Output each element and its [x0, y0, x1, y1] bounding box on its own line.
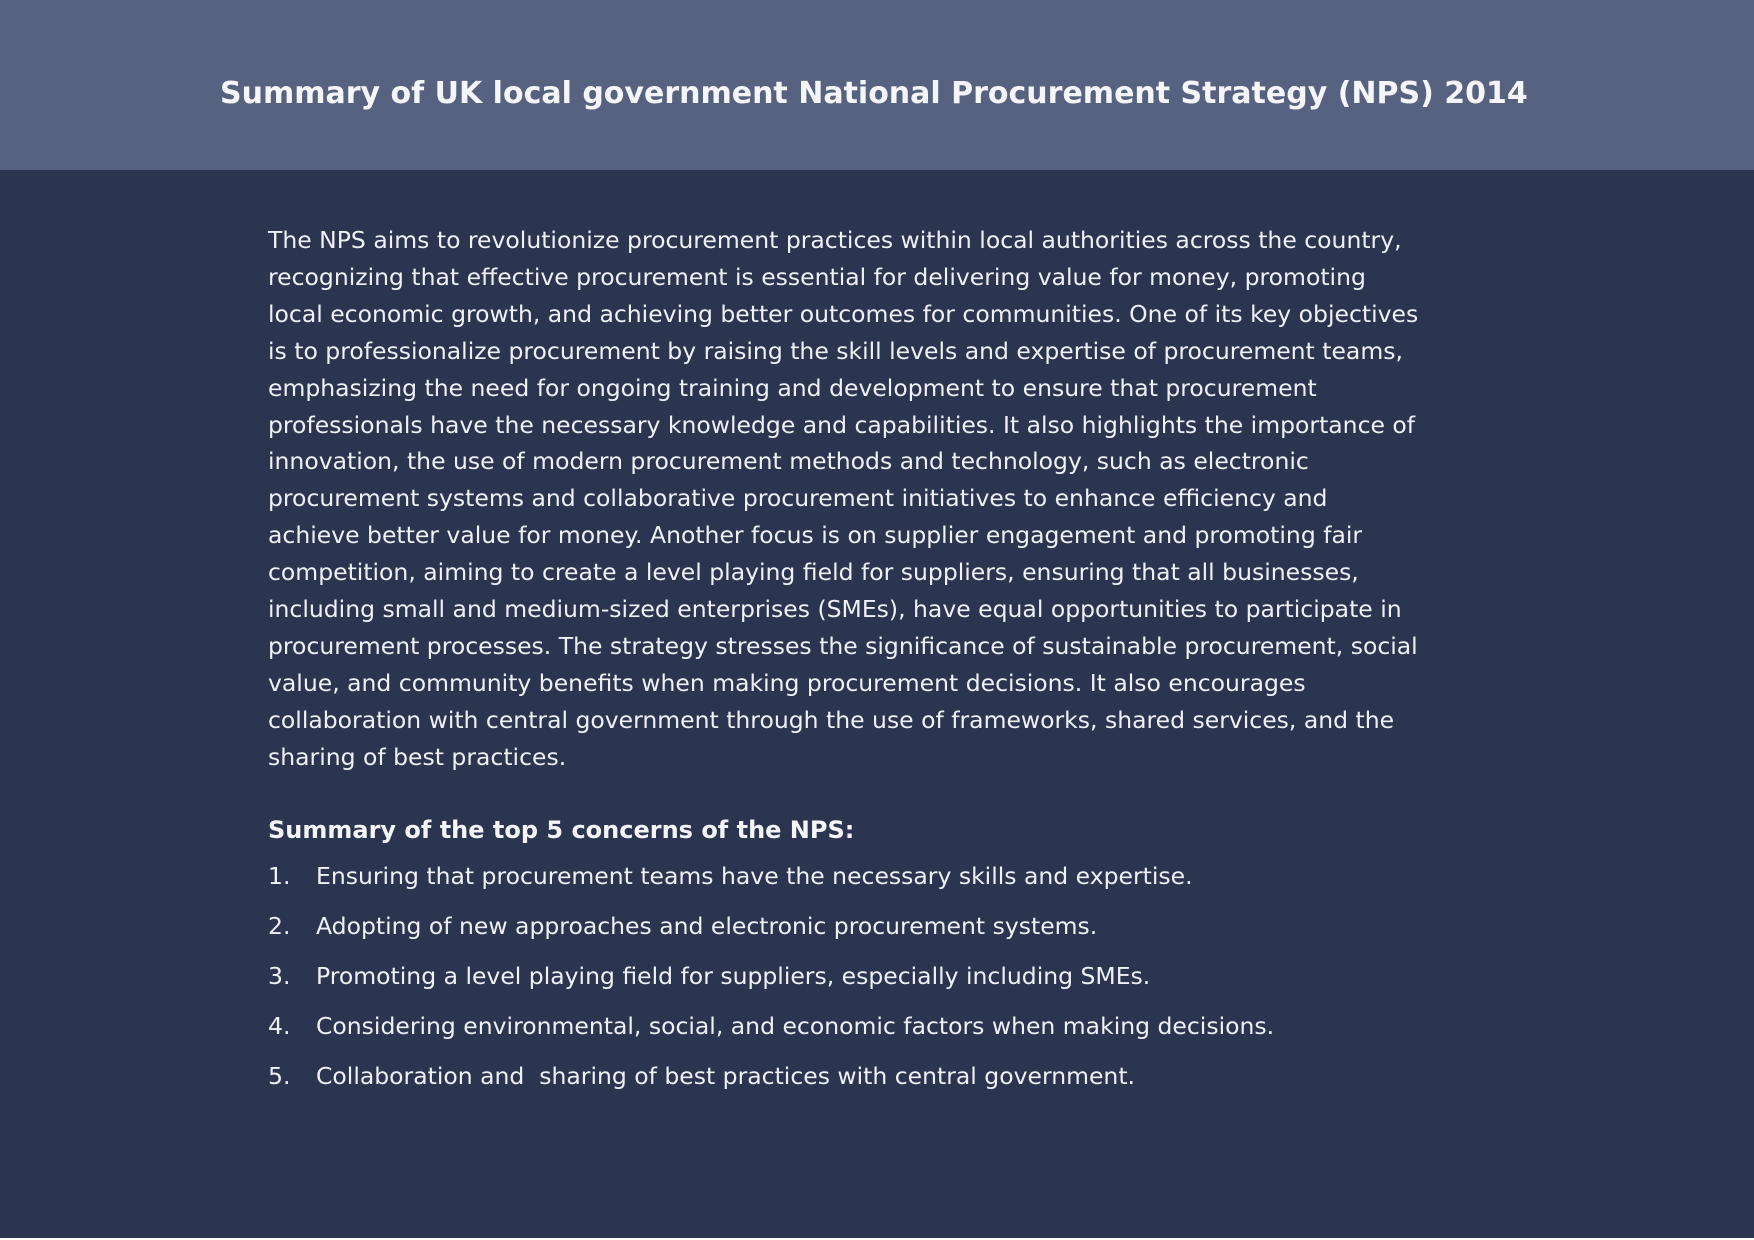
- concern-number: 2.: [268, 911, 291, 940]
- page-title: Summary of UK local government National Procurement Strategy (NPS) 2014: [220, 76, 1528, 111]
- concern-text: Considering environmental, social, and economic factors when making decisions.: [316, 1011, 1275, 1040]
- document-body: [268, 222, 1508, 1108]
- concerns-list: [268, 858, 1508, 1108]
- concern-text: Adopting of new approaches and electronic procurement systems.: [316, 911, 1098, 940]
- concern-number: 4.: [268, 1011, 291, 1040]
- concern-number: 5.: [268, 1061, 291, 1090]
- concern-item: [268, 1058, 1508, 1108]
- concerns-heading: Summary of the top 5 concerns of the NPS:: [268, 815, 855, 844]
- concern-item: [268, 958, 1508, 1008]
- concern-item: [268, 908, 1508, 958]
- title-banner: [0, 0, 1754, 170]
- concern-text: Ensuring that procurement teams have the necessary skills and expertise.: [316, 861, 1193, 890]
- concern-number: 3.: [268, 961, 291, 990]
- concern-item: [268, 1008, 1508, 1058]
- concern-number: 1.: [268, 861, 291, 890]
- concern-text: Promoting a level playing field for suppliers, especially including SMEs.: [316, 961, 1151, 990]
- intro-paragraph: The NPS aims to revolutionize procurement practices within local authorities across the country, recognizing that effective procurement is essential for delivering value for money, promoting local economic growth, and achieving better outcomes for communities. One of its key objectives is to professionalize procurement by raising the skill levels and expertise of procurement teams, emphasizing the need for ongoing training and development to ensure that procurement professionals have the necessary knowledge and capabilities. It also highlights the importance of innovation, the use of modern procurement methods and technology, such as electronic procurement systems and collaborative procurement initiatives to enhance efficiency and achieve better value for money. Another focus is on supplier engagement and promoting fair competition, aiming to create a level playing field for suppliers, ensuring that all businesses, including small and medium-sized enterprises (SMEs), have equal opportunities to participate in procurement processes. The strategy stresses the significance of sustainable procurement, social value, and community benefits when making procurement decisions. It also encourages collaboration with central government through the use of frameworks, shared services, and the sharing of best practices.: [268, 226, 1419, 771]
- concern-item: [268, 858, 1508, 908]
- concern-text: Collaboration and sharing of best practices with central government.: [316, 1061, 1136, 1090]
